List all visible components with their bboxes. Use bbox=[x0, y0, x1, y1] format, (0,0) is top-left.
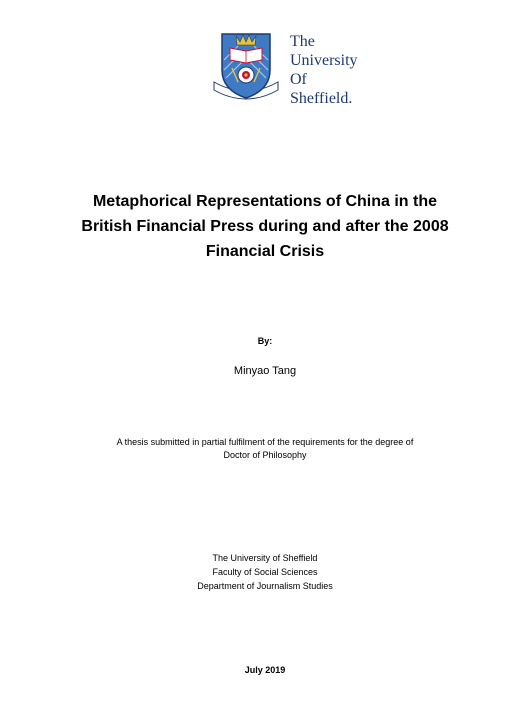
by-label: By: bbox=[257, 336, 273, 346]
wordmark-line: The bbox=[290, 33, 315, 50]
institution-line: Department of Journalism Studies bbox=[197, 581, 333, 591]
degree-statement bbox=[40, 436, 490, 462]
thesis-title bbox=[40, 189, 490, 264]
title-line: Metaphorical Representations of China in the bbox=[92, 193, 438, 210]
wordmark-line: Sheffield. bbox=[290, 90, 353, 107]
university-crest-icon bbox=[212, 30, 280, 106]
statement-line: Doctor of Philosophy bbox=[223, 450, 307, 460]
submission-date: July 2019 bbox=[244, 665, 286, 675]
author-name: Minyao Tang bbox=[233, 365, 297, 377]
institution-line: Faculty of Social Sciences bbox=[212, 567, 318, 577]
title-line: British Financial Press during and after the 2008 bbox=[81, 218, 449, 235]
institution-block bbox=[40, 551, 490, 593]
statement-line: A thesis submitted in partial fulfilment of the requirements for the degree of bbox=[116, 437, 414, 447]
institution-line: The University of Sheffield bbox=[212, 553, 318, 563]
wordmark-line: University bbox=[290, 52, 358, 69]
university-logo bbox=[212, 30, 382, 110]
title-line: Financial Crisis bbox=[205, 243, 325, 260]
university-wordmark bbox=[290, 32, 358, 108]
wordmark-line: Of bbox=[290, 71, 307, 88]
